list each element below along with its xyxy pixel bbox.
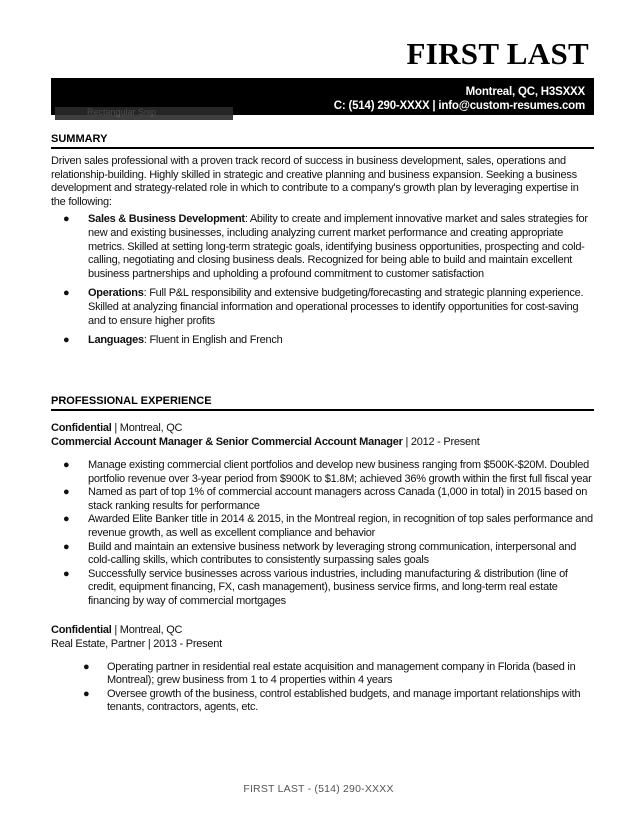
bullet-icon: ●	[83, 660, 90, 673]
job-role: Real Estate, Partner | 2013 - Present	[51, 637, 222, 650]
job-role: Commercial Account Manager & Senior Commercial Account Manager	[51, 436, 403, 448]
job-role-line	[51, 435, 594, 449]
job-role-line	[51, 637, 594, 651]
contact-block	[334, 85, 585, 113]
summary-item-label: Sales & Business Development	[88, 213, 245, 226]
job-bullets	[51, 661, 594, 715]
job-bullet	[51, 459, 594, 486]
job-bullet-text: Oversee growth of the business, control established budgets, and manage important relationships with tenants, contractors, agents, etc.	[107, 687, 581, 714]
summary-item-text: : Full P&L responsibility and extensive budgeting/forecasting and strategic planning experience. Skilled at analyzing financial information and operational processes to identify opportunities for cost-saving and to ensure higher profits	[88, 287, 584, 327]
job-bullet-text: Operating partner in residential real estate acquisition and management company in Florida (based in Montreal); grew business from 1 to 4 properties within 4 years	[107, 660, 576, 687]
job-bullet	[51, 513, 594, 540]
bullet-icon: ●	[63, 334, 70, 347]
job-bullet-text: Build and maintain an extensive business network by leveraging strong communication, interpersonal and cold-calling skills, which contributes to consistently surpassing sales goals	[88, 540, 577, 567]
summary-item-label: Languages	[88, 334, 144, 347]
bullet-icon: ●	[63, 459, 70, 471]
bullet-icon: ●	[83, 687, 90, 700]
summary-section	[51, 133, 594, 354]
summary-list	[51, 213, 594, 347]
job-bullet-text: Successfully service businesses across various industries, including manufacturing & distribution (line of credit, equipment financing, FX, cash management), business service firms, and long-term real estate financing by way of commercial mortgages	[88, 567, 568, 607]
snip-overlay-label: Rectangular Snip	[87, 107, 157, 117]
bullet-icon: ●	[63, 287, 70, 300]
job-bullet	[51, 486, 594, 513]
job-company: Confidential	[51, 623, 112, 636]
job-location: | Montreal, QC	[111, 422, 183, 434]
summary-item-operations	[51, 287, 594, 328]
experience-heading: PROFESSIONAL EXPERIENCE	[51, 395, 594, 411]
bullet-icon: ●	[63, 513, 70, 526]
summary-item-text: : Fluent in English and French	[143, 334, 283, 347]
job-bullet	[51, 661, 594, 688]
summary-item-sales	[51, 213, 594, 281]
job-bullet	[51, 568, 594, 609]
job-bullet-text: Awarded Elite Banker title in 2014 & 2015, in the Montreal region, in recognition of top sales performance and revenue growth, as well as excellent compliance and behavior	[88, 513, 593, 539]
bullet-icon: ●	[63, 213, 70, 226]
experience-section	[51, 395, 594, 715]
job-bullet	[51, 541, 594, 568]
job-entry	[51, 421, 594, 609]
summary-item-label: Operations	[88, 287, 144, 300]
bullet-icon: ●	[63, 567, 70, 580]
summary-item-languages	[51, 334, 594, 348]
summary-heading: SUMMARY	[51, 133, 594, 149]
job-company: Confidential	[51, 422, 112, 434]
summary-intro: Driven sales professional with a proven track record of success in business development, sales, operations and relationship-building. Highly skilled in strategic and creative planning and business expansion. Seeking a business development and strategy-related role in which to contribute to a company's growth plan by leveraging expertise in the following:	[51, 155, 579, 208]
snip-overlay-artifact	[55, 107, 233, 120]
job-bullet-text: Named as part of top 1% of commercial account managers across Canada (1,000 in total) in 2015 based on stack ranking results for performance	[88, 486, 588, 512]
candidate-name: FIRST LAST	[406, 36, 589, 71]
phone-email: C: (514) 290-XXXX | info@custom-resumes.com	[333, 100, 585, 112]
bullet-icon: ●	[63, 540, 70, 553]
job-bullets	[51, 459, 594, 609]
job-dates: | 2012 - Present	[402, 436, 480, 448]
job-company-line	[51, 421, 594, 435]
page-footer: FIRST LAST - (514) 290-XXXX	[243, 783, 394, 795]
job-bullet	[51, 688, 594, 715]
job-company-line	[51, 623, 594, 637]
job-location: | Montreal, QC	[111, 623, 183, 636]
job-entry	[51, 623, 594, 715]
bullet-icon: ●	[63, 486, 70, 499]
job-bullet-text: Manage existing commercial client portfolios and develop new business ranging from $500K-$20M. Doubled portfolio revenue over 3-year period from $900K to $1.8M; achieved 36% growth within the first full fiscal year	[88, 459, 592, 485]
address: Montreal, QC, H3SXXX	[465, 86, 585, 98]
summary-item-text: : Ability to create and implement innovative market and sales strategies for new and existing businesses, including analyzing current market performance and creating appropriate metrics. Skilled at setting long-term strategic goals, identifying business opportunities, prospecting and cold-calling, negotiating and closing business deals. Recognized for being able to build and maintain excellent business partnerships and upholding a profound commitment to customer satisfaction	[88, 213, 588, 280]
